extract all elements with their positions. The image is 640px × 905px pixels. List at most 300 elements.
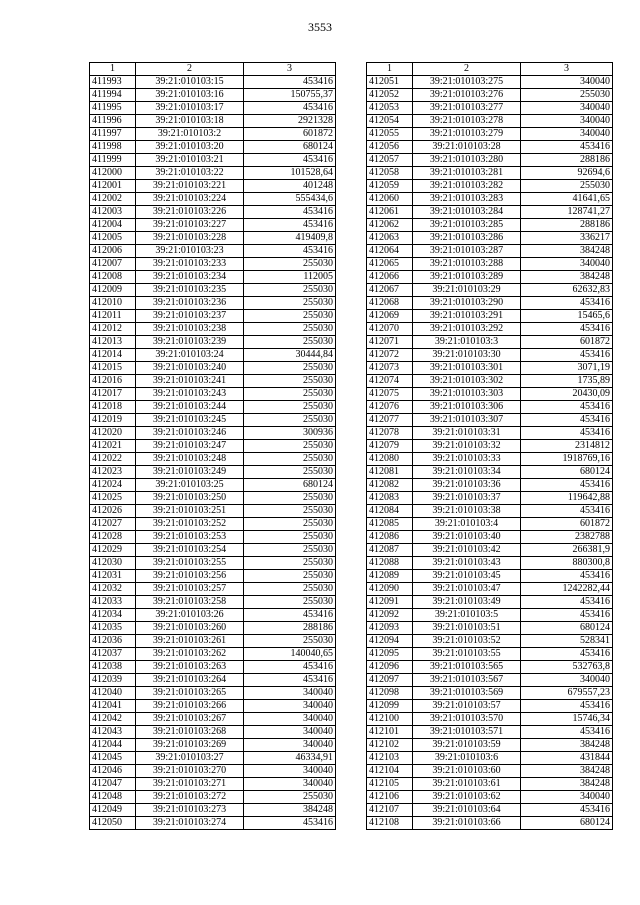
table-row — [367, 531, 613, 544]
table-row — [90, 388, 336, 401]
table-row — [90, 674, 336, 687]
value-cell: 266381,9 — [521, 544, 613, 557]
row-number-cell: 412070 — [367, 323, 413, 336]
row-number-cell: 412004 — [90, 219, 136, 232]
row-number-cell: 412047 — [90, 778, 136, 791]
table-row — [367, 154, 613, 167]
value-cell: 419409,8 — [244, 232, 336, 245]
table-row — [90, 557, 336, 570]
value-cell: 288186 — [521, 154, 613, 167]
cadastral-number-cell: 39:21:010103:283 — [413, 193, 521, 206]
row-number-cell: 412032 — [90, 583, 136, 596]
value-cell: 384248 — [244, 804, 336, 817]
row-number-cell: 411997 — [90, 128, 136, 141]
value-cell: 340040 — [244, 700, 336, 713]
cadastral-number-cell: 39:21:010103:226 — [136, 206, 244, 219]
value-cell: 340040 — [244, 765, 336, 778]
cadastral-number-cell: 39:21:010103:260 — [136, 622, 244, 635]
table-row — [367, 739, 613, 752]
value-cell: 255030 — [244, 401, 336, 414]
table-row — [367, 115, 613, 128]
row-number-cell: 412013 — [90, 336, 136, 349]
table-row — [90, 180, 336, 193]
cadastral-number-cell: 39:21:010103:221 — [136, 180, 244, 193]
table-row — [90, 349, 336, 362]
row-number-cell: 412077 — [367, 414, 413, 427]
table-row — [90, 440, 336, 453]
row-number-cell: 411999 — [90, 154, 136, 167]
cadastral-number-cell: 39:21:010103:57 — [413, 700, 521, 713]
row-number-cell: 412049 — [90, 804, 136, 817]
value-cell: 340040 — [244, 687, 336, 700]
value-cell: 255030 — [244, 388, 336, 401]
row-number-cell: 412107 — [367, 804, 413, 817]
table-row — [367, 557, 613, 570]
table-row — [367, 271, 613, 284]
cadastral-number-cell: 39:21:010103:281 — [413, 167, 521, 180]
table-row — [90, 154, 336, 167]
row-number-cell: 412038 — [90, 661, 136, 674]
cadastral-number-cell: 39:21:010103:20 — [136, 141, 244, 154]
table-row — [367, 453, 613, 466]
cadastral-number-cell: 39:21:010103:27 — [136, 752, 244, 765]
value-cell: 255030 — [244, 557, 336, 570]
table-row — [90, 128, 336, 141]
row-number-cell: 412007 — [90, 258, 136, 271]
row-number-cell: 412002 — [90, 193, 136, 206]
table-row — [90, 102, 336, 115]
cadastral-number-cell: 39:21:010103:570 — [413, 713, 521, 726]
value-cell: 453416 — [521, 609, 613, 622]
column-header: 2 — [413, 63, 521, 76]
cadastral-number-cell: 39:21:010103:257 — [136, 583, 244, 596]
table-row — [367, 349, 613, 362]
row-number-cell: 412025 — [90, 492, 136, 505]
cadastral-number-cell: 39:21:010103:261 — [136, 635, 244, 648]
cadastral-number-cell: 39:21:010103:306 — [413, 401, 521, 414]
page-number: 3553 — [308, 20, 332, 34]
cadastral-number-cell: 39:21:010103:264 — [136, 674, 244, 687]
row-number-cell: 412069 — [367, 310, 413, 323]
cadastral-number-cell: 39:21:010103:36 — [413, 479, 521, 492]
column-header: 1 — [90, 63, 136, 76]
value-cell: 453416 — [521, 505, 613, 518]
value-cell: 255030 — [244, 453, 336, 466]
table-row — [367, 297, 613, 310]
cadastral-number-cell: 39:21:010103:244 — [136, 401, 244, 414]
cadastral-number-cell: 39:21:010103:16 — [136, 89, 244, 102]
row-number-cell: 412021 — [90, 440, 136, 453]
value-cell: 453416 — [244, 102, 336, 115]
row-number-cell: 412008 — [90, 271, 136, 284]
row-number-cell: 412100 — [367, 713, 413, 726]
table-row — [367, 362, 613, 375]
cadastral-number-cell: 39:21:010103:55 — [413, 648, 521, 661]
row-number-cell: 412094 — [367, 635, 413, 648]
cadastral-number-cell: 39:21:010103:275 — [413, 76, 521, 89]
cadastral-number-cell: 39:21:010103:29 — [413, 284, 521, 297]
row-number-cell: 412044 — [90, 739, 136, 752]
cadastral-number-cell: 39:21:010103:52 — [413, 635, 521, 648]
table-row — [90, 219, 336, 232]
table-row — [90, 505, 336, 518]
table-row — [367, 505, 613, 518]
value-cell: 680124 — [244, 479, 336, 492]
column-header: 3 — [244, 63, 336, 76]
row-number-cell: 412054 — [367, 115, 413, 128]
value-cell: 453416 — [521, 700, 613, 713]
table-row — [367, 180, 613, 193]
cadastral-number-cell: 39:21:010103:271 — [136, 778, 244, 791]
cadastral-number-cell: 39:21:010103:66 — [413, 817, 521, 830]
cadastral-number-cell: 39:21:010103:51 — [413, 622, 521, 635]
cadastral-number-cell: 39:21:010103:290 — [413, 297, 521, 310]
cadastral-number-cell: 39:21:010103:289 — [413, 271, 521, 284]
value-cell: 255030 — [244, 258, 336, 271]
value-cell: 340040 — [244, 726, 336, 739]
cadastral-number-cell: 39:21:010103:22 — [136, 167, 244, 180]
row-number-cell: 412006 — [90, 245, 136, 258]
table-row — [367, 206, 613, 219]
cadastral-number-cell: 39:21:010103:288 — [413, 258, 521, 271]
cadastral-number-cell: 39:21:010103:269 — [136, 739, 244, 752]
cadastral-number-cell: 39:21:010103:565 — [413, 661, 521, 674]
cadastral-number-cell: 39:21:010103:291 — [413, 310, 521, 323]
value-cell: 453416 — [521, 726, 613, 739]
cadastral-number-cell: 39:21:010103:273 — [136, 804, 244, 817]
row-number-cell: 412102 — [367, 739, 413, 752]
row-number-cell: 412001 — [90, 180, 136, 193]
row-number-cell: 412073 — [367, 362, 413, 375]
row-number-cell: 412018 — [90, 401, 136, 414]
value-cell: 680124 — [521, 466, 613, 479]
cadastral-number-cell: 39:21:010103:251 — [136, 505, 244, 518]
table-row — [367, 167, 613, 180]
value-cell: 680124 — [244, 141, 336, 154]
value-cell: 46334,91 — [244, 752, 336, 765]
value-cell: 1918769,16 — [521, 453, 613, 466]
value-cell: 431844 — [521, 752, 613, 765]
row-number-cell: 412009 — [90, 284, 136, 297]
row-number-cell: 412090 — [367, 583, 413, 596]
cadastral-number-cell: 39:21:010103:47 — [413, 583, 521, 596]
cadastral-number-cell: 39:21:010103:285 — [413, 219, 521, 232]
value-cell: 384248 — [521, 271, 613, 284]
table-row — [90, 375, 336, 388]
row-number-cell: 412055 — [367, 128, 413, 141]
row-number-cell: 412012 — [90, 323, 136, 336]
value-cell: 288186 — [521, 219, 613, 232]
cadastral-number-cell: 39:21:010103:62 — [413, 791, 521, 804]
row-number-cell: 412037 — [90, 648, 136, 661]
table-row — [367, 622, 613, 635]
value-cell: 92694,6 — [521, 167, 613, 180]
row-number-cell: 412011 — [90, 310, 136, 323]
row-number-cell: 412030 — [90, 557, 136, 570]
column-header: 1 — [367, 63, 413, 76]
table-row — [90, 245, 336, 258]
row-number-cell: 412108 — [367, 817, 413, 830]
row-number-cell: 412092 — [367, 609, 413, 622]
cadastral-number-cell: 39:21:010103:224 — [136, 193, 244, 206]
value-cell: 340040 — [244, 713, 336, 726]
cadastral-number-cell: 39:21:010103:235 — [136, 284, 244, 297]
table-row — [367, 427, 613, 440]
value-cell: 255030 — [244, 518, 336, 531]
table-row — [90, 583, 336, 596]
table-row — [90, 752, 336, 765]
value-cell: 255030 — [244, 570, 336, 583]
table-row — [367, 609, 613, 622]
row-number-cell: 412043 — [90, 726, 136, 739]
table-row — [367, 466, 613, 479]
row-number-cell: 412063 — [367, 232, 413, 245]
table-row — [367, 245, 613, 258]
row-number-cell: 412029 — [90, 544, 136, 557]
table-row — [90, 362, 336, 375]
table-row — [367, 388, 613, 401]
value-cell: 601872 — [521, 336, 613, 349]
table-row — [90, 466, 336, 479]
cadastral-number-cell: 39:21:010103:272 — [136, 791, 244, 804]
row-number-cell: 411996 — [90, 115, 136, 128]
table-row — [90, 232, 336, 245]
table-row — [90, 479, 336, 492]
cadastral-number-cell: 39:21:010103:227 — [136, 219, 244, 232]
cadastral-number-cell: 39:21:010103:278 — [413, 115, 521, 128]
value-cell: 1735,89 — [521, 375, 613, 388]
row-number-cell: 412048 — [90, 791, 136, 804]
row-number-cell: 412084 — [367, 505, 413, 518]
cadastral-number-cell: 39:21:010103:237 — [136, 310, 244, 323]
cadastral-number-cell: 39:21:010103:32 — [413, 440, 521, 453]
value-cell: 255030 — [244, 791, 336, 804]
value-cell: 384248 — [521, 778, 613, 791]
registry-table-right — [366, 62, 613, 830]
cadastral-number-cell: 39:21:010103:303 — [413, 388, 521, 401]
value-cell: 680124 — [521, 817, 613, 830]
table-row — [90, 700, 336, 713]
row-number-cell: 412062 — [367, 219, 413, 232]
row-number-cell: 412028 — [90, 531, 136, 544]
table-row — [367, 375, 613, 388]
cadastral-number-cell: 39:21:010103:43 — [413, 557, 521, 570]
cadastral-number-cell: 39:21:010103:307 — [413, 414, 521, 427]
cadastral-number-cell: 39:21:010103:21 — [136, 154, 244, 167]
cadastral-number-cell: 39:21:010103:37 — [413, 492, 521, 505]
value-cell: 20430,09 — [521, 388, 613, 401]
table-row — [367, 141, 613, 154]
row-number-cell: 412042 — [90, 713, 136, 726]
table-row — [367, 804, 613, 817]
row-number-cell: 412036 — [90, 635, 136, 648]
value-cell: 2921328 — [244, 115, 336, 128]
cadastral-number-cell: 39:21:010103:243 — [136, 388, 244, 401]
value-cell: 255030 — [244, 596, 336, 609]
cadastral-number-cell: 39:21:010103:258 — [136, 596, 244, 609]
value-cell: 112005 — [244, 271, 336, 284]
cadastral-number-cell: 39:21:010103:23 — [136, 245, 244, 258]
cadastral-number-cell: 39:21:010103:284 — [413, 206, 521, 219]
cadastral-number-cell: 39:21:010103:64 — [413, 804, 521, 817]
value-cell: 384248 — [521, 245, 613, 258]
table-row — [90, 531, 336, 544]
cadastral-number-cell: 39:21:010103:254 — [136, 544, 244, 557]
table-row — [367, 89, 613, 102]
value-cell: 340040 — [521, 258, 613, 271]
value-cell: 15465,6 — [521, 310, 613, 323]
table-row — [367, 219, 613, 232]
cadastral-number-cell: 39:21:010103:228 — [136, 232, 244, 245]
table-row — [90, 115, 336, 128]
cadastral-number-cell: 39:21:010103:6 — [413, 752, 521, 765]
row-number-cell: 412099 — [367, 700, 413, 713]
row-number-cell: 412026 — [90, 505, 136, 518]
column-header: 2 — [136, 63, 244, 76]
row-number-cell: 412085 — [367, 518, 413, 531]
table-row — [90, 596, 336, 609]
table-row — [367, 193, 613, 206]
table-row — [367, 791, 613, 804]
cadastral-number-cell: 39:21:010103:238 — [136, 323, 244, 336]
row-number-cell: 412078 — [367, 427, 413, 440]
table-row — [90, 570, 336, 583]
table-row — [90, 401, 336, 414]
cadastral-number-cell: 39:21:010103:248 — [136, 453, 244, 466]
value-cell: 453416 — [244, 219, 336, 232]
table-row — [367, 661, 613, 674]
value-cell: 340040 — [521, 674, 613, 687]
value-cell: 340040 — [244, 778, 336, 791]
table-row — [367, 336, 613, 349]
value-cell: 255030 — [521, 89, 613, 102]
row-number-cell: 412022 — [90, 453, 136, 466]
table-row — [367, 817, 613, 830]
table-row — [90, 791, 336, 804]
row-number-cell: 412046 — [90, 765, 136, 778]
registry-table-left — [89, 62, 336, 830]
table-row — [90, 297, 336, 310]
cadastral-number-cell: 39:21:010103:18 — [136, 115, 244, 128]
value-cell: 255030 — [244, 466, 336, 479]
cadastral-number-cell: 39:21:010103:569 — [413, 687, 521, 700]
row-number-cell: 412033 — [90, 596, 136, 609]
row-number-cell: 412097 — [367, 674, 413, 687]
cadastral-number-cell: 39:21:010103:236 — [136, 297, 244, 310]
value-cell: 453416 — [244, 245, 336, 258]
cadastral-number-cell: 39:21:010103:268 — [136, 726, 244, 739]
table-row — [367, 232, 613, 245]
value-cell: 340040 — [521, 128, 613, 141]
row-number-cell: 412095 — [367, 648, 413, 661]
row-number-cell: 412052 — [367, 89, 413, 102]
cadastral-number-cell: 39:21:010103:239 — [136, 336, 244, 349]
row-number-cell: 412089 — [367, 570, 413, 583]
row-number-cell: 411994 — [90, 89, 136, 102]
cadastral-number-cell: 39:21:010103:567 — [413, 674, 521, 687]
row-number-cell: 412082 — [367, 479, 413, 492]
value-cell: 453416 — [244, 609, 336, 622]
cadastral-number-cell: 39:21:010103:240 — [136, 362, 244, 375]
table-row — [367, 674, 613, 687]
value-cell: 453416 — [244, 76, 336, 89]
value-cell: 340040 — [521, 76, 613, 89]
table-row — [367, 102, 613, 115]
value-cell: 2382788 — [521, 531, 613, 544]
row-number-cell: 412064 — [367, 245, 413, 258]
value-cell: 453416 — [521, 570, 613, 583]
table-row — [90, 804, 336, 817]
table-row — [90, 323, 336, 336]
table-row — [367, 583, 613, 596]
row-number-cell: 412093 — [367, 622, 413, 635]
value-cell: 2314812 — [521, 440, 613, 453]
value-cell: 62632,83 — [521, 284, 613, 297]
row-number-cell: 412061 — [367, 206, 413, 219]
value-cell: 255030 — [244, 583, 336, 596]
value-cell: 41641,65 — [521, 193, 613, 206]
value-cell: 340040 — [244, 739, 336, 752]
cadastral-number-cell: 39:21:010103:250 — [136, 492, 244, 505]
row-number-cell: 412076 — [367, 401, 413, 414]
cadastral-number-cell: 39:21:010103:280 — [413, 154, 521, 167]
value-cell: 601872 — [244, 128, 336, 141]
table-row — [90, 713, 336, 726]
cadastral-number-cell: 39:21:010103:38 — [413, 505, 521, 518]
row-number-cell: 412101 — [367, 726, 413, 739]
cadastral-number-cell: 39:21:010103:25 — [136, 479, 244, 492]
table-header-row — [367, 63, 613, 76]
table-header-row — [90, 63, 336, 76]
value-cell: 30444,84 — [244, 349, 336, 362]
value-cell: 453416 — [244, 154, 336, 167]
row-number-cell: 412075 — [367, 388, 413, 401]
table-row — [367, 440, 613, 453]
cadastral-number-cell: 39:21:010103:265 — [136, 687, 244, 700]
table-row — [90, 427, 336, 440]
table-row — [90, 310, 336, 323]
row-number-cell: 412079 — [367, 440, 413, 453]
row-number-cell: 412057 — [367, 154, 413, 167]
cadastral-number-cell: 39:21:010103:282 — [413, 180, 521, 193]
value-cell: 255030 — [244, 323, 336, 336]
table-row — [90, 518, 336, 531]
value-cell: 3071,19 — [521, 362, 613, 375]
cadastral-number-cell: 39:21:010103:263 — [136, 661, 244, 674]
table-row — [90, 609, 336, 622]
row-number-cell: 411998 — [90, 141, 136, 154]
cadastral-number-cell: 39:21:010103:301 — [413, 362, 521, 375]
cadastral-number-cell: 39:21:010103:33 — [413, 453, 521, 466]
row-number-cell: 412017 — [90, 388, 136, 401]
table-row — [367, 492, 613, 505]
table-row — [367, 414, 613, 427]
value-cell: 340040 — [521, 102, 613, 115]
table-row — [90, 817, 336, 830]
value-cell: 336217 — [521, 232, 613, 245]
value-cell: 601872 — [521, 518, 613, 531]
cadastral-number-cell: 39:21:010103:287 — [413, 245, 521, 258]
cadastral-number-cell: 39:21:010103:241 — [136, 375, 244, 388]
table-row — [90, 76, 336, 89]
table-row — [367, 544, 613, 557]
cadastral-number-cell: 39:21:010103:253 — [136, 531, 244, 544]
value-cell: 128741,27 — [521, 206, 613, 219]
row-number-cell: 412034 — [90, 609, 136, 622]
value-cell: 300936 — [244, 427, 336, 440]
value-cell: 453416 — [521, 297, 613, 310]
table-row — [90, 193, 336, 206]
